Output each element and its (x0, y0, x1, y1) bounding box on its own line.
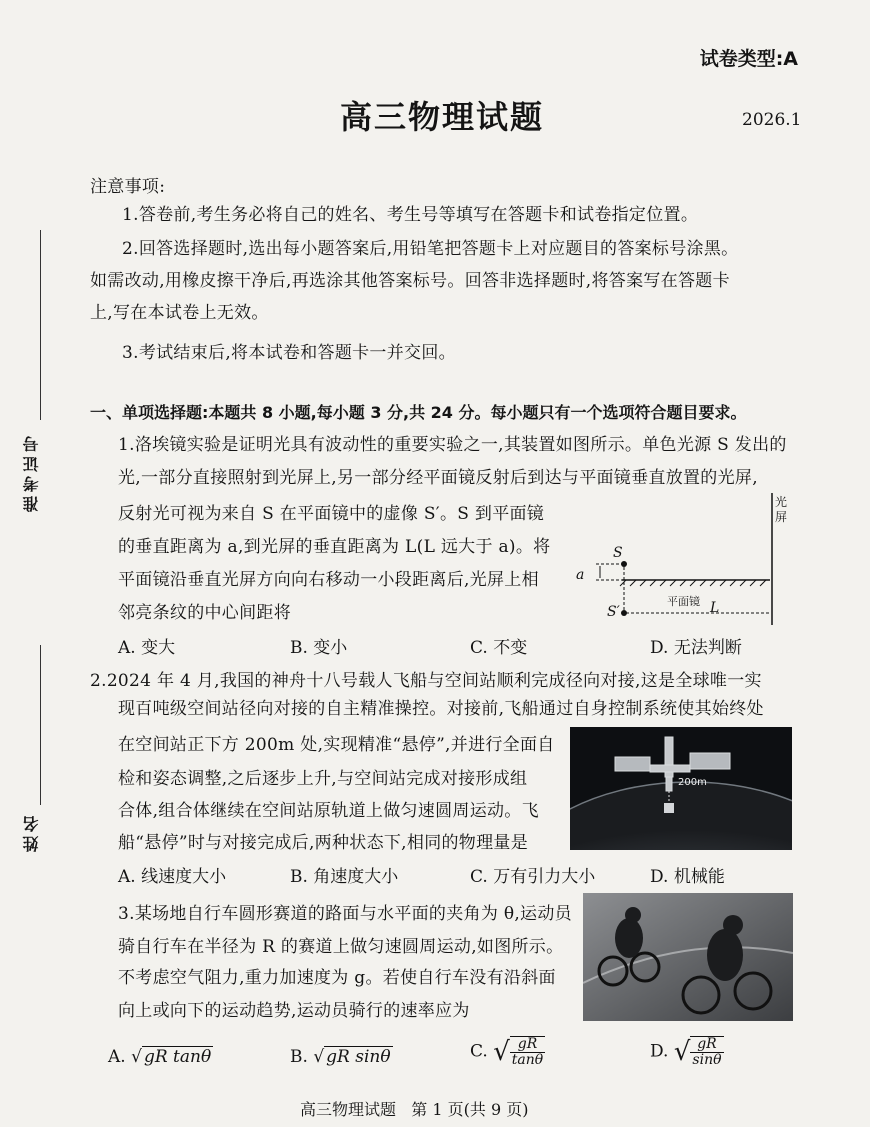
q3-option-c[interactable]: C. √ $\frac{gR}{\tan\theta}$ (470, 1036, 544, 1068)
q1-option-a[interactable]: A. 变大 (118, 638, 176, 658)
q2-line-3: 在空间站正下方 200m 处,实现精准“悬停”,并进行全面自 (118, 735, 555, 755)
q1-line-4: 的垂直距离为 a,到光屏的垂直距离为 L(L 远大于 a)。将 (118, 537, 551, 557)
q3-line-2: 骑自行车在半径为 R 的赛道上做匀速圆周运动,如图所示。 (118, 937, 564, 957)
q3-option-d-num: gR (690, 1037, 723, 1053)
q3-option-d-prefix: D. (650, 1041, 669, 1062)
q3-line-3: 不考虑空气阻力,重力加速度为 g。若使自行车没有沿斜面 (118, 968, 556, 988)
q3-option-c-den: tanθ (511, 1052, 544, 1068)
lloyd-mirror-diagram (560, 485, 800, 635)
q3-option-a-prefix: A. (108, 1047, 126, 1067)
notes-line-3: 如需改动,用橡皮擦干净后,再选涂其他答案标号。回答非选择题时,将答案写在答题卡 (90, 271, 730, 291)
cyclists-photo (583, 893, 793, 1021)
q2-line-4: 检和姿态调整,之后逐步上升,与空间站完成对接形成组 (118, 769, 528, 789)
q3-option-d-den: sinθ (692, 1052, 722, 1068)
q3-option-c-num: gR (510, 1037, 545, 1053)
q3-option-b-expr: gR sinθ (326, 1047, 391, 1067)
q3-option-c-prefix: C. (470, 1041, 488, 1062)
page-title: 高三物理试题 (340, 98, 545, 136)
screen-label-1: 光 (775, 495, 788, 509)
distance-L-label: L (710, 600, 720, 616)
q3-line-1: 3.某场地自行车圆形赛道的路面与水平面的夹角为 θ,运动员 (118, 904, 572, 924)
binding-line-top (40, 230, 41, 420)
page-footer: 高三物理试题 第 1 页(共 9 页) (300, 1100, 529, 1119)
q3-option-a-expr: gR tanθ (143, 1047, 212, 1067)
notes-line-4: 上,写在本试卷上无效。 (90, 303, 269, 323)
q2-option-c[interactable]: C. 万有引力大小 (470, 867, 596, 887)
q1-line-2: 光,一部分直接照射到光屏上,另一部分经平面镜反射后到达与平面镜垂直放置的光屏, (118, 468, 758, 488)
q2-line-6: 船“悬停”时与对接完成后,两种状态下,相同的物理量是 (118, 833, 528, 853)
q3-option-d[interactable]: D. √ $\frac{gR}{\sin\theta}$ (650, 1036, 722, 1068)
q1-line-1: 1.洛埃镜实验是证明光具有波动性的重要实验之一,其装置如图所示。单色光源 S 发出的 (118, 435, 787, 455)
q3-line-4: 向上或向下的运动趋势,运动员骑行的速率应为 (118, 1001, 470, 1021)
notes-line-2: 2.回答选择题时,选出每小题答案后,用铅笔把答题卡上对应题目的答案标号涂黑。 (122, 239, 739, 259)
section-heading: 一、单项选择题:本题共 8 小题,每小题 3 分,共 24 分。每小题只有一个选项符合题目要求。 (90, 403, 747, 422)
exam-id-label: 准考证号 (22, 432, 41, 512)
q1-line-3: 反射光可视为来自 S 在平面镜中的虚像 S′。S 到平面镜 (118, 504, 545, 524)
q2-line-1: 2.2024 年 4 月,我国的神舟十八号载人飞船与空间站顺利完成径向对接,这是全球唯一实 (90, 671, 762, 691)
screen-label-2: 屏 (775, 510, 788, 524)
distance-200m-label: 200m (678, 777, 707, 788)
q2-option-d[interactable]: D. 机械能 (650, 867, 725, 887)
q1-line-6: 邻亮条纹的中心间距将 (118, 603, 291, 623)
q1-option-b[interactable]: B. 变小 (290, 638, 348, 658)
binding-line-mid (40, 645, 41, 805)
q2-line-5: 合体,组合体继续在空间站原轨道上做匀速圆周运动。飞 (118, 801, 539, 821)
q3-option-a[interactable]: A. √ gR tanθ (108, 1047, 212, 1067)
notes-line-1: 1.答卷前,考生务必将自己的姓名、考生号等填写在答题卡和试卷指定位置。 (122, 205, 699, 225)
q3-option-b[interactable]: B. √ gR sinθ (290, 1047, 391, 1067)
q1-line-5: 平面镜沿垂直光屏方向向右移动一小段距离后,光屏上相 (118, 570, 539, 590)
q1-option-c[interactable]: C. 不变 (470, 638, 528, 658)
q2-option-b[interactable]: B. 角速度大小 (290, 867, 399, 887)
mirror-hatching (620, 580, 766, 586)
source-label: S (613, 545, 623, 561)
space-station-photo (570, 727, 792, 850)
notes-heading: 注意事项: (90, 177, 166, 197)
q2-line-2: 现百吨级空间站径向对接的自主精准操控。对接前,飞船通过自身控制系统使其始终处 (118, 699, 764, 719)
distance-a-label: a (576, 567, 585, 583)
name-label: 姓名 (22, 812, 41, 852)
paper-type: 试卷类型:A (699, 48, 798, 70)
image-label: S′ (607, 604, 620, 620)
q1-option-d[interactable]: D. 无法判断 (650, 638, 742, 658)
mirror-label: 平面镜 (667, 595, 700, 608)
q3-option-b-prefix: B. (290, 1047, 308, 1067)
notes-line-5: 3.考试结束后,将本试卷和答题卡一并交回。 (122, 343, 456, 363)
exam-date: 2026.1 (742, 110, 802, 130)
q2-option-a[interactable]: A. 线速度大小 (118, 867, 227, 887)
